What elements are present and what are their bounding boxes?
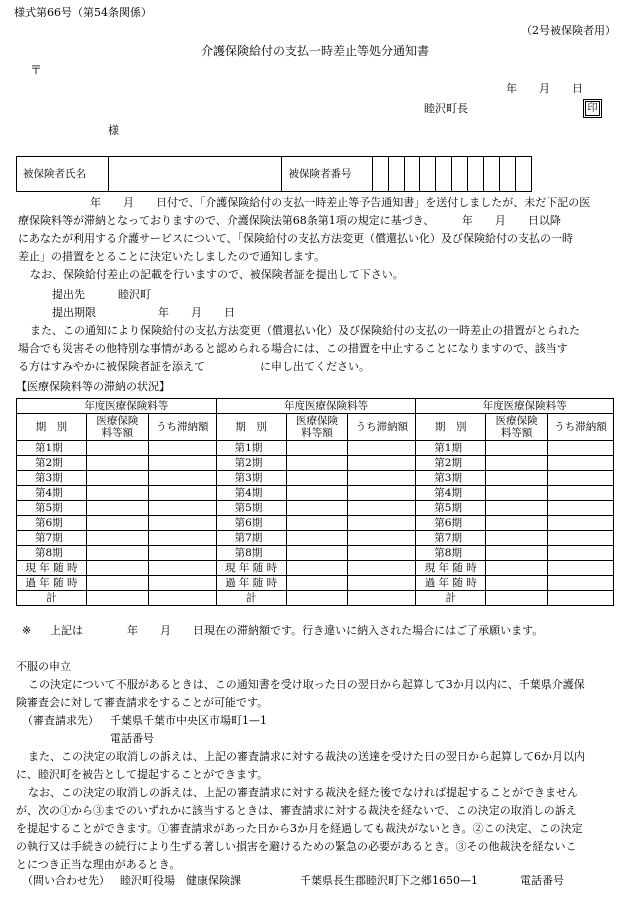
table-column-header-row <box>17 414 614 441</box>
premium-amount-cell[interactable] <box>486 531 548 546</box>
contact-address: 千葉県長生郡睦沢町下之郷1650—1 <box>300 874 478 887</box>
objection-line: の執行又は手続きの続行により生ずる著しい損害を避けるための緊急の必要があるとき。③その他裁決を経ないこ <box>16 840 577 853</box>
insured-number-digit[interactable] <box>468 157 484 192</box>
arrears-amount-cell[interactable] <box>548 501 614 516</box>
arrears-amount-cell[interactable] <box>148 501 216 516</box>
status-heading: 【医療保険料等の滞納の状況】 <box>16 380 170 393</box>
arrears-amount-cell[interactable] <box>348 546 416 561</box>
arrears-amount-cell[interactable] <box>348 486 416 501</box>
footer-label-cell: 現 年 随 時 <box>416 561 486 576</box>
seal-mark <box>585 101 600 116</box>
submit-to-value: 睦沢町 <box>118 288 151 301</box>
premium-amount-cell[interactable] <box>486 441 548 456</box>
premium-amount-cell[interactable] <box>286 441 348 456</box>
premium-amount-cell[interactable] <box>286 486 348 501</box>
col-premium-header: 医療保険料等額 <box>486 414 548 441</box>
insured-number-digit[interactable] <box>404 157 420 192</box>
arrears-amount-cell[interactable] <box>348 576 416 591</box>
premium-amount-cell[interactable] <box>86 441 148 456</box>
insured-info-table <box>16 156 532 192</box>
premium-amount-cell[interactable] <box>286 516 348 531</box>
footer-label-cell: 過 年 随 時 <box>216 576 286 591</box>
table-row <box>17 531 614 546</box>
arrears-amount-cell[interactable] <box>148 516 216 531</box>
group-header: 年度医療保険料等 <box>416 399 614 414</box>
arrears-amount-cell[interactable] <box>548 546 614 561</box>
deadline-label: 提出期限 <box>52 306 96 319</box>
period-cell: 第7期 <box>216 531 286 546</box>
premium-amount-cell[interactable] <box>86 591 148 606</box>
period-cell: 第8期 <box>17 546 87 561</box>
table-row <box>17 591 614 606</box>
premium-amount-cell[interactable] <box>86 516 148 531</box>
period-cell: 第5期 <box>416 501 486 516</box>
period-cell: 第1期 <box>416 441 486 456</box>
sender-name: 睦沢町長 <box>424 102 468 115</box>
insured-number-digit[interactable] <box>484 157 500 192</box>
insured-number-digit[interactable] <box>372 157 388 192</box>
insured-number-label: 被保険者番号 <box>282 157 372 192</box>
premium-amount-cell[interactable] <box>286 501 348 516</box>
premium-amount-cell[interactable] <box>286 576 348 591</box>
body-line: 療保険料等が滞納となっておりますので、介護保険法第68条第1項の規定に基づき、 年 月 日以降 <box>18 214 561 227</box>
col-premium-header: 医療保険料等額 <box>286 414 348 441</box>
table-row <box>17 486 614 501</box>
insured-number-digit[interactable] <box>452 157 468 192</box>
premium-amount-cell[interactable] <box>486 501 548 516</box>
premium-amount-cell[interactable] <box>286 546 348 561</box>
arrears-amount-cell[interactable] <box>348 561 416 576</box>
table-row <box>17 516 614 531</box>
seal-icon: 印 <box>585 101 600 116</box>
period-cell: 第4期 <box>416 486 486 501</box>
arrears-amount-cell[interactable] <box>148 546 216 561</box>
col-period-header: 期 別 <box>216 414 286 441</box>
arrears-amount-cell[interactable] <box>148 441 216 456</box>
insured-name-field[interactable] <box>109 157 282 192</box>
period-cell: 第5期 <box>17 501 87 516</box>
period-cell: 第1期 <box>17 441 87 456</box>
body-line: また、この通知により保険給付の支払方法変更（償還払い化）及び保険給付の支払の一時差止の措置がとられた <box>30 324 580 337</box>
insured-number-digit[interactable] <box>436 157 452 192</box>
arrears-amount-cell[interactable] <box>348 471 416 486</box>
col-period-header: 期 別 <box>17 414 87 441</box>
arrears-amount-cell[interactable] <box>548 456 614 471</box>
premium-amount-cell[interactable] <box>486 576 548 591</box>
footer-label-cell: 計 <box>216 591 286 606</box>
contact-org: 睦沢町役場 健康保険課 <box>120 874 241 887</box>
postal-mark: 〒 <box>30 63 43 77</box>
table-row <box>17 561 614 576</box>
insured-number-digit[interactable] <box>516 157 532 192</box>
submit-to-label: 提出先 <box>52 288 85 301</box>
period-cell: 第3期 <box>17 471 87 486</box>
premium-amount-cell[interactable] <box>86 456 148 471</box>
premium-amount-cell[interactable] <box>86 531 148 546</box>
period-cell: 第7期 <box>416 531 486 546</box>
premium-amount-cell[interactable] <box>86 471 148 486</box>
period-cell: 第6期 <box>216 516 286 531</box>
premium-amount-cell[interactable] <box>86 546 148 561</box>
status-note: 上記は 年 月 日現在の滞納額です。行き違いに納入された場合にはご了承願います。 <box>50 624 544 637</box>
review-address: 千葉県千葉市中央区市場町1—1 <box>110 714 267 727</box>
objection-line: 険審査会に対して審査請求をすることが可能です。 <box>16 696 269 709</box>
body-line: にあなたが利用する介護サービスについて、「保険給付の支払方法変更（償還払い化）及び保険給付の支払の一時 <box>18 232 574 245</box>
review-tel: 電話番号 <box>110 732 154 745</box>
arrears-amount-cell[interactable] <box>548 486 614 501</box>
period-cell: 第2期 <box>416 456 486 471</box>
premium-amount-cell[interactable] <box>486 591 548 606</box>
objection-line: この決定について不服があるときは、この通知書を受け取った日の翌日から起算して3か月以内に、千葉県介護保 <box>28 678 585 691</box>
footer-label-cell: 現 年 随 時 <box>17 561 87 576</box>
deadline-value: 年 月 日 <box>158 306 235 319</box>
col-period-header: 期 別 <box>416 414 486 441</box>
premium-amount-cell[interactable] <box>286 456 348 471</box>
arrears-amount-cell[interactable] <box>148 456 216 471</box>
arrears-amount-cell[interactable] <box>148 531 216 546</box>
arrears-amount-cell[interactable] <box>548 441 614 456</box>
footer-label-cell: 過 年 随 時 <box>17 576 87 591</box>
arrears-amount-cell[interactable] <box>148 471 216 486</box>
arrears-amount-cell[interactable] <box>348 501 416 516</box>
objection-line: また、この決定の取消しの訴えは、上記の審査請求に対する裁決の送達を受けた日の翌日から起算して6か月以内 <box>28 750 585 763</box>
arrears-amount-cell[interactable] <box>148 561 216 576</box>
table-row <box>17 576 614 591</box>
premium-amount-cell[interactable] <box>86 486 148 501</box>
body-line: 年 月 日付で、「介護保険給付の支払一時差止等予告通知書」を送付しましたが、未だ下記の医 <box>90 196 591 209</box>
premium-amount-cell[interactable] <box>286 591 348 606</box>
period-cell: 第6期 <box>17 516 87 531</box>
insured-name-label: 被保険者氏名 <box>17 157 109 192</box>
arrears-status-table <box>16 398 614 606</box>
premium-amount-cell[interactable] <box>286 471 348 486</box>
premium-amount-cell[interactable] <box>286 531 348 546</box>
premium-amount-cell[interactable] <box>486 471 548 486</box>
review-label: （審査請求先） <box>22 714 99 727</box>
period-cell: 第8期 <box>216 546 286 561</box>
issue-date: 年 月 日 <box>506 82 583 95</box>
arrears-amount-cell[interactable] <box>548 591 614 606</box>
objection-heading: 不服の申立 <box>16 660 71 673</box>
table-row <box>17 441 614 456</box>
period-cell: 第7期 <box>17 531 87 546</box>
premium-amount-cell[interactable] <box>486 486 548 501</box>
arrears-amount-cell[interactable] <box>348 591 416 606</box>
arrears-amount-cell[interactable] <box>348 516 416 531</box>
group-header: 年度医療保険料等 <box>216 399 416 414</box>
table-row <box>17 456 614 471</box>
premium-amount-cell[interactable] <box>486 561 548 576</box>
period-cell: 第1期 <box>216 441 286 456</box>
addressee-sama: 様 <box>108 124 119 137</box>
arrears-amount-cell[interactable] <box>348 441 416 456</box>
period-cell: 第8期 <box>416 546 486 561</box>
col-arrears-header: うち滞納額 <box>548 414 614 441</box>
arrears-amount-cell[interactable] <box>348 531 416 546</box>
insured-number-digit[interactable] <box>500 157 516 192</box>
period-cell: 第5期 <box>216 501 286 516</box>
note-mark: ※ <box>22 624 32 637</box>
table-row <box>17 471 614 486</box>
objection-line: なお、この決定の取消しの訴えは、上記の審査請求に対する裁決を経た後でなければ提起することができません <box>28 786 578 799</box>
col-premium-header: 医療保険料等額 <box>86 414 148 441</box>
insured-number-digit[interactable] <box>420 157 436 192</box>
arrears-amount-cell[interactable] <box>148 591 216 606</box>
period-cell: 第4期 <box>17 486 87 501</box>
insured-number-digit[interactable] <box>388 157 404 192</box>
objection-line: が、次の①から③までのいずれかに該当するときは、審査請求に対する裁決を経ないで、この決定の取消しの訴え <box>16 804 577 817</box>
premium-amount-cell[interactable] <box>86 501 148 516</box>
col-arrears-header: うち滞納額 <box>148 414 216 441</box>
arrears-amount-cell[interactable] <box>548 576 614 591</box>
arrears-amount-cell[interactable] <box>548 561 614 576</box>
arrears-amount-cell[interactable] <box>548 516 614 531</box>
contact-label: （問い合わせ先） <box>22 874 110 887</box>
footer-label-cell: 現 年 随 時 <box>216 561 286 576</box>
objection-line: に、睦沢町を被告として提起することができます。 <box>16 768 269 781</box>
body-line: 差止」の措置をとることに決定いたしましたので通知します。 <box>18 250 326 263</box>
table-group-header-row <box>17 399 614 414</box>
page-title: 介護保険給付の支払一時差止等処分通知書 <box>200 44 429 58</box>
period-cell: 第4期 <box>216 486 286 501</box>
period-cell: 第3期 <box>216 471 286 486</box>
arrears-amount-cell[interactable] <box>548 471 614 486</box>
premium-amount-cell[interactable] <box>86 576 148 591</box>
footer-label-cell: 計 <box>17 591 87 606</box>
arrears-amount-cell[interactable] <box>148 576 216 591</box>
arrears-amount-cell[interactable] <box>148 486 216 501</box>
table-row <box>17 546 614 561</box>
col-arrears-header: うち滞納額 <box>348 414 416 441</box>
arrears-amount-cell[interactable] <box>548 531 614 546</box>
insured-type-label: （2号被保険者用） <box>521 24 616 37</box>
footer-label-cell: 計 <box>416 591 486 606</box>
contact-tel: 電話番号 <box>520 874 564 887</box>
period-cell: 第6期 <box>416 516 486 531</box>
premium-amount-cell[interactable] <box>486 456 548 471</box>
form-number: 様式第66号（第54条関係） <box>14 6 152 19</box>
period-cell: 第3期 <box>416 471 486 486</box>
body-line: る方はすみやかに被保険者証を添えて に申し出てください。 <box>18 360 370 373</box>
premium-amount-cell[interactable] <box>486 516 548 531</box>
premium-amount-cell[interactable] <box>286 561 348 576</box>
objection-line: を提起することができます。①審査請求があった日から3か月を経過しても裁決がないとき。②この決定、この決定 <box>16 822 583 835</box>
period-cell: 第2期 <box>17 456 87 471</box>
body-line: 場合でも災害その他特別な事情があると認められる場合には、この措置を中止することになりますので、該当す <box>18 342 568 355</box>
table-row <box>17 501 614 516</box>
premium-amount-cell[interactable] <box>86 561 148 576</box>
group-header: 年度医療保険料等 <box>17 399 217 414</box>
footer-label-cell: 過 年 随 時 <box>416 576 486 591</box>
premium-amount-cell[interactable] <box>486 546 548 561</box>
body-line: なお、保険給付差止の記載を行いますので、被保険者証を提出して下さい。 <box>30 268 404 281</box>
period-cell: 第2期 <box>216 456 286 471</box>
arrears-amount-cell[interactable] <box>348 456 416 471</box>
objection-line: とにつき正当な理由があるとき。 <box>16 858 181 871</box>
